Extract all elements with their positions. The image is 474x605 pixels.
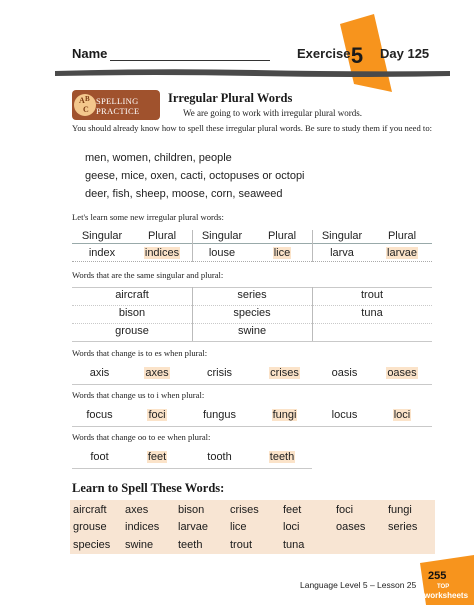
spelling-word: indices	[125, 521, 160, 533]
spelling-word: loci	[283, 521, 300, 533]
header-singular: Singular	[201, 230, 243, 242]
grid-line	[72, 287, 432, 288]
spelling-word: foci	[336, 504, 354, 516]
is-es-row	[72, 367, 432, 379]
watermark-bottom: worksheets	[424, 591, 469, 600]
spelling-word: bison	[178, 504, 205, 516]
spelling-word: species	[73, 539, 111, 551]
spelling-word: oases	[336, 521, 366, 533]
worksheet-header	[0, 0, 474, 90]
brush-stroke-divider	[55, 68, 450, 78]
grid-line	[72, 305, 432, 306]
day-label: Day 125	[380, 46, 430, 61]
same-word: grouse	[115, 325, 149, 337]
svg-text:A: A	[79, 96, 85, 105]
svg-text:C: C	[83, 105, 89, 114]
same-word: species	[233, 307, 271, 319]
badge-text-line1: SPELLING	[96, 96, 139, 106]
singular-word: fungus	[202, 409, 237, 421]
plural-word: oases	[387, 367, 417, 379]
same-word: bison	[118, 307, 146, 319]
exercise-number: 5	[350, 43, 364, 68]
page-number: 255	[428, 570, 447, 582]
lesson-footer: Language Level 5 – Lesson 25	[300, 580, 417, 590]
badge-text-line2: PRACTICE	[96, 106, 140, 116]
grid-divider	[312, 287, 313, 341]
singular-word: crisis	[206, 367, 233, 379]
spelling-word: aircraft	[73, 504, 107, 516]
plural-word: foci	[148, 409, 166, 421]
spelling-word: crises	[230, 504, 259, 516]
known-words-line: men, women, children, people	[85, 152, 232, 164]
name-label: Name	[72, 46, 108, 61]
same-word: swine	[237, 325, 267, 337]
same-words-grid	[72, 287, 432, 341]
new-words-intro: Let's learn some new irregular plural words:	[72, 212, 224, 222]
spelling-word: trout	[230, 539, 253, 551]
row-line	[72, 468, 312, 469]
header-singular: Singular	[321, 230, 363, 242]
spelling-word: axes	[125, 504, 149, 516]
plural-word: crises	[270, 367, 299, 379]
already-know-paragraph: You should already know how to spell these irregular plural words. Be sure to study them if you need to:	[72, 123, 433, 133]
plural-header-row	[72, 230, 432, 242]
row-line	[72, 384, 432, 385]
spelling-word: grouse	[73, 521, 107, 533]
svg-text:B: B	[85, 95, 90, 103]
singular-word: axis	[89, 367, 110, 379]
exercise-label: Exercise	[297, 46, 351, 61]
is-es-intro: Words that change is to es when plural:	[72, 348, 208, 358]
singular-word: larva	[330, 247, 354, 259]
grid-divider	[192, 287, 193, 341]
oo-ee-intro: Words that change oo to ee when plural:	[72, 432, 211, 442]
section-intro: We are going to work with irregular plural words.	[183, 108, 362, 118]
watermark-top: TOP	[437, 584, 450, 590]
spelling-word: larvae	[178, 521, 208, 533]
table-divider	[192, 230, 193, 262]
spelling-word: fungi	[388, 504, 412, 516]
plural-word: feet	[147, 451, 167, 463]
us-i-row	[72, 409, 432, 421]
grid-line	[72, 341, 432, 342]
name-blank[interactable]	[110, 60, 270, 61]
known-words-line: deer, fish, sheep, moose, corn, seaweed	[85, 188, 283, 200]
spelling-word: tuna	[283, 539, 305, 551]
learn-title: Learn to Spell These Words:	[72, 481, 225, 495]
same-word: aircraft	[115, 289, 149, 301]
grid-line	[72, 323, 432, 324]
spelling-word: teeth	[178, 539, 203, 551]
singular-word: tooth	[207, 451, 232, 463]
table-divider	[312, 230, 313, 262]
plural-word: indices	[144, 247, 180, 259]
spelling-word: feet	[283, 504, 302, 516]
singular-word: foot	[90, 451, 109, 463]
oo-ee-row	[72, 451, 312, 463]
singular-word: locus	[331, 409, 358, 421]
header-plural: Plural	[387, 230, 417, 242]
row-line	[72, 426, 432, 427]
singular-word: focus	[86, 409, 113, 421]
singular-word: index	[88, 247, 116, 259]
header-singular: Singular	[81, 230, 123, 242]
singular-word: louse	[208, 247, 236, 259]
known-words-line: geese, mice, oxen, cacti, octopuses or octopi	[85, 170, 305, 182]
plural-word: larvae	[387, 247, 417, 259]
plural-word: teeth	[269, 451, 295, 463]
spelling-word: series	[388, 521, 418, 533]
plural-word: lice	[273, 247, 291, 259]
plural-word: loci	[393, 409, 411, 421]
same-word: trout	[360, 289, 383, 301]
same-words-intro: Words that are the same singular and plural:	[72, 270, 224, 280]
plural-word: axes	[145, 367, 169, 379]
same-word: series	[237, 289, 267, 301]
spelling-word: lice	[230, 521, 247, 533]
spelling-word: swine	[125, 539, 154, 551]
section-title: Irregular Plural Words	[168, 91, 293, 105]
header-plural: Plural	[267, 230, 297, 242]
plural-data-row	[72, 247, 432, 259]
same-word: tuna	[361, 307, 383, 319]
us-i-intro: Words that change us to i when plural:	[72, 390, 205, 400]
plural-word: fungi	[272, 409, 297, 421]
header-plural: Plural	[147, 230, 177, 242]
singular-word: oasis	[331, 367, 358, 379]
